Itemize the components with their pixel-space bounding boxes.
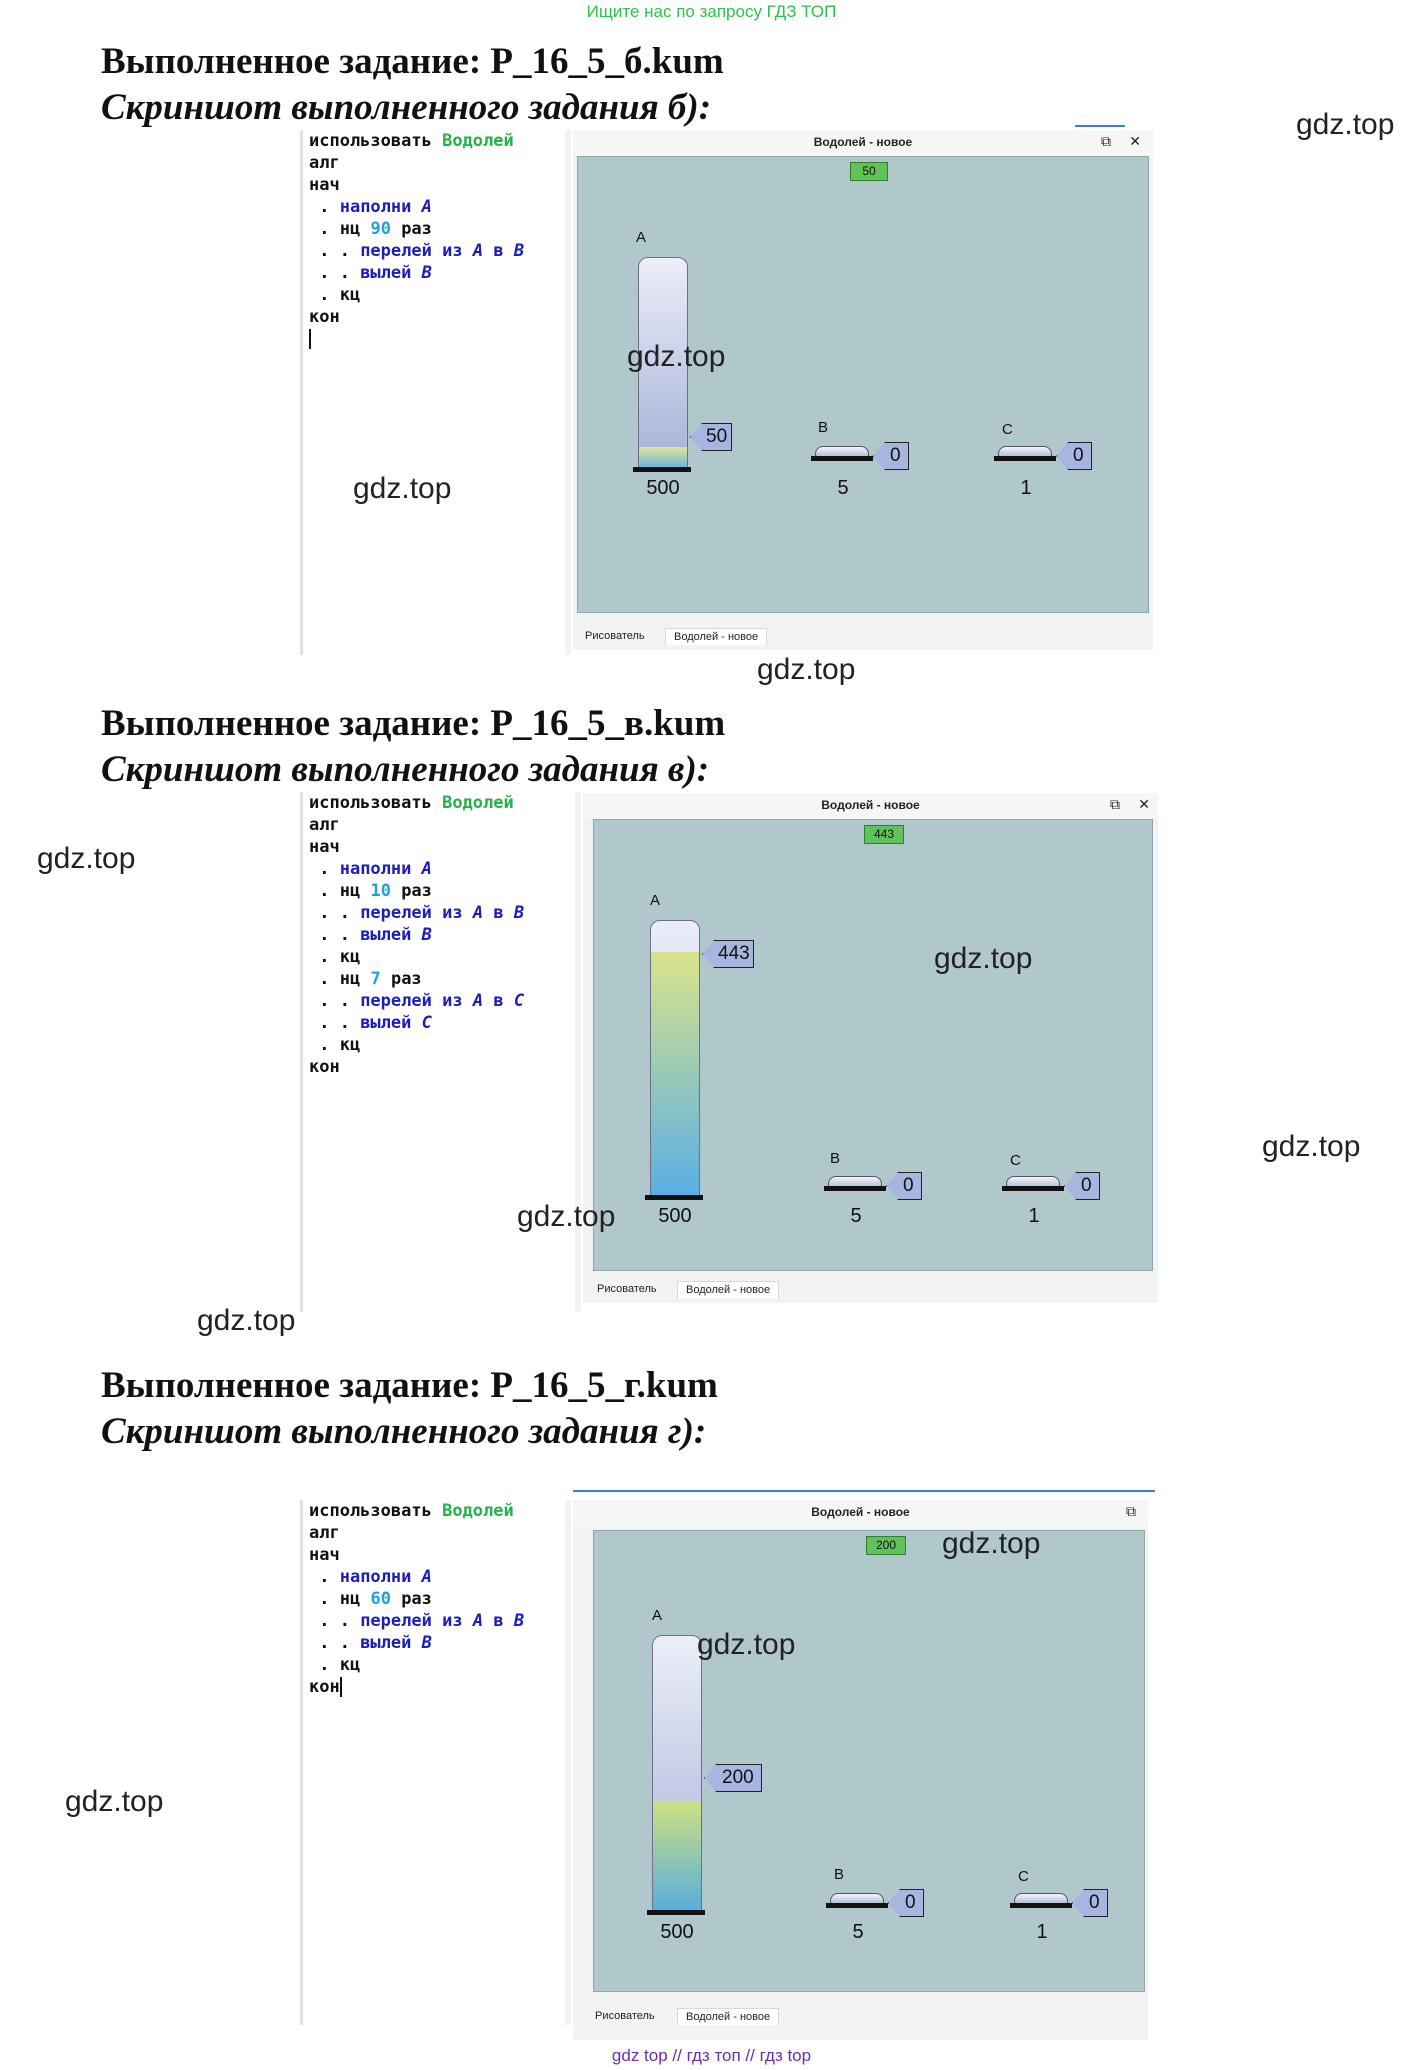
vessel-label: C: [1002, 421, 1013, 438]
vessel-capacity: 1: [1036, 1921, 1048, 1943]
code-line: нач: [309, 1545, 340, 1565]
tab-vodoley[interactable]: Водолей - новое: [677, 1281, 779, 1298]
code-line: . нц 60 раз: [309, 1589, 432, 1609]
vessel-base: [824, 1186, 886, 1191]
code-line: кон: [309, 1677, 340, 1697]
watermark: gdz.top: [942, 1527, 1041, 1560]
vessel-capacity: 5: [852, 1921, 864, 1943]
code-line: . . перелей из A в B: [309, 1611, 525, 1631]
watermark: gdz.top: [1296, 108, 1395, 141]
code-line: кон: [309, 307, 340, 327]
vessel-base: [645, 1195, 703, 1200]
water-level: [639, 447, 687, 468]
code-line: . . вылей C: [309, 1013, 432, 1033]
watermark: gdz.top: [353, 472, 452, 505]
footer-links[interactable]: gdz top // гдз топ // гдз top: [611, 2046, 812, 2065]
window-tabs: [583, 1277, 1158, 1303]
tab-vodoley[interactable]: Водолей - новое: [677, 2008, 779, 2025]
code-line: . нц 90 раз: [309, 219, 432, 239]
vessel-base: [1010, 1903, 1072, 1908]
text-cursor: [309, 329, 311, 349]
divider: [573, 1490, 1155, 1492]
code-line: . наполни A: [309, 197, 432, 217]
section-subtitle: Скриншот выполненного задания б):: [101, 87, 712, 128]
code-line: . наполни A: [309, 859, 432, 879]
vessel-label: C: [1010, 1152, 1021, 1169]
watermark: gdz.top: [1262, 1130, 1361, 1163]
vessel-base: [647, 1910, 705, 1915]
restore-icon[interactable]: ⧉: [1110, 797, 1120, 813]
restore-icon[interactable]: ⧉: [1126, 1504, 1136, 1520]
vessel-base: [633, 467, 691, 472]
tab-drawer[interactable]: Рисователь: [585, 630, 645, 642]
code-line: использовать Водолей: [309, 793, 514, 813]
close-icon[interactable]: ✕: [1129, 134, 1141, 150]
window-tabs: [573, 2004, 1148, 2030]
vessel-label: B: [818, 419, 829, 436]
amount-value: 200: [722, 1767, 754, 1788]
code-editor[interactable]: [300, 130, 571, 655]
vessel-label: B: [830, 1150, 841, 1167]
watermark: gdz.top: [934, 942, 1033, 975]
code-line: . нц 10 раз: [309, 881, 432, 901]
vessel-base: [811, 456, 873, 461]
amount-value: 0: [1081, 1175, 1092, 1196]
vessel-capacity: 5: [837, 477, 849, 499]
section-subtitle: Скриншот выполненного задания в):: [101, 749, 710, 790]
vodoley-canvas: [577, 156, 1149, 613]
vessel-capacity: 1: [1028, 1205, 1040, 1227]
close-icon[interactable]: ✕: [1138, 797, 1150, 813]
vessel-a: [650, 920, 700, 1197]
water-level: [651, 952, 699, 1196]
watermark: gdz.top: [697, 1628, 796, 1661]
code-line: кон: [309, 1057, 340, 1077]
vessel-label: A: [652, 1607, 663, 1624]
vessel-base: [994, 456, 1056, 461]
code-line: использовать Водолей: [309, 131, 514, 151]
code-line: [303, 328, 565, 350]
vodoley-window: [583, 793, 1158, 1303]
vessel-capacity: 5: [850, 1205, 862, 1227]
window-titlebar: [573, 130, 1153, 156]
vessel-label: B: [834, 1866, 845, 1883]
code-line: алг: [309, 1523, 340, 1543]
code-line: . кц: [309, 1035, 361, 1055]
window-title: Водолей - новое: [813, 135, 913, 149]
vodoley-canvas: [593, 1530, 1145, 1992]
window-title: Водолей - новое: [811, 1505, 910, 1519]
section-title: Выполненное задание: Р_16_5_б.kum: [101, 41, 724, 82]
code-line: . . перелей из A в B: [309, 241, 525, 261]
vodoley-window: [573, 1500, 1148, 2040]
window-title: Водолей - новое: [821, 798, 920, 812]
vessel-label: C: [1018, 1868, 1029, 1885]
code-line: . кц: [309, 947, 361, 967]
text-cursor: [340, 1677, 342, 1697]
window-titlebar: [583, 793, 1158, 819]
amount-value: 0: [1073, 445, 1084, 466]
code-line: . наполни A: [309, 1567, 432, 1587]
counter-badge: 200: [866, 1536, 906, 1555]
code-line: алг: [309, 153, 340, 173]
window-tabs: [573, 624, 1153, 650]
vessel-a: [652, 1635, 702, 1912]
vessel-capacity: 500: [658, 1205, 692, 1227]
watermark: gdz.top: [37, 842, 136, 875]
water-level: [653, 1801, 701, 1911]
vodoley-window: [573, 130, 1153, 650]
amount-value: 443: [718, 943, 750, 964]
code-line: . нц 7 раз: [309, 969, 422, 989]
vessel-base: [826, 1903, 888, 1908]
section-title: Выполненное задание: Р_16_5_в.kum: [101, 703, 726, 744]
vessel-capacity: 500: [646, 477, 680, 499]
code-line: алг: [309, 815, 340, 835]
vessel-base: [1002, 1186, 1064, 1191]
vessel-capacity: 1: [1020, 477, 1032, 499]
counter-badge: 443: [864, 825, 904, 844]
code-line: . кц: [309, 1655, 361, 1675]
top-banner[interactable]: Ищите нас по запросу ГДЗ ТОП: [586, 2, 837, 21]
watermark: gdz.top: [517, 1200, 616, 1233]
vessel-capacity: 500: [660, 1921, 694, 1943]
tab-drawer[interactable]: Рисователь: [597, 1283, 657, 1295]
code-editor[interactable]: [300, 1500, 571, 2025]
code-line: нач: [309, 837, 340, 857]
tab-vodoley[interactable]: Водолей - новое: [665, 628, 767, 645]
amount-value: 0: [905, 1892, 916, 1913]
watermark: gdz.top: [757, 653, 856, 686]
amount-value: 0: [903, 1175, 914, 1196]
code-editor[interactable]: [300, 792, 581, 1312]
vessel-label: A: [636, 229, 647, 246]
section-subtitle: Скриншот выполненного задания г):: [101, 1411, 707, 1452]
amount-value: 0: [1089, 1892, 1100, 1913]
vodoley-canvas: [593, 819, 1153, 1271]
window-titlebar: [573, 1500, 1148, 1526]
divider: [1075, 125, 1125, 127]
code-line: использовать Водолей: [309, 1501, 514, 1521]
amount-value: 0: [890, 445, 901, 466]
code-line: . . вылей B: [309, 1633, 432, 1653]
tab-drawer[interactable]: Рисователь: [595, 2010, 655, 2022]
amount-value: 50: [706, 426, 728, 447]
code-line: . . вылей B: [309, 263, 432, 283]
watermark: gdz.top: [65, 1785, 164, 1818]
section-title: Выполненное задание: Р_16_5_г.kum: [101, 1365, 718, 1406]
watermark: gdz.top: [627, 340, 726, 373]
watermark: gdz.top: [197, 1304, 296, 1337]
code-line: . кц: [309, 285, 361, 305]
counter-badge: 50: [850, 162, 888, 181]
vessel-label: A: [650, 892, 661, 909]
code-line: нач: [309, 175, 340, 195]
code-line: . . перелей из A в B: [309, 903, 525, 923]
code-line: . . перелей из A в C: [309, 991, 525, 1011]
restore-icon[interactable]: ⧉: [1101, 134, 1111, 150]
code-line: . . вылей B: [309, 925, 432, 945]
